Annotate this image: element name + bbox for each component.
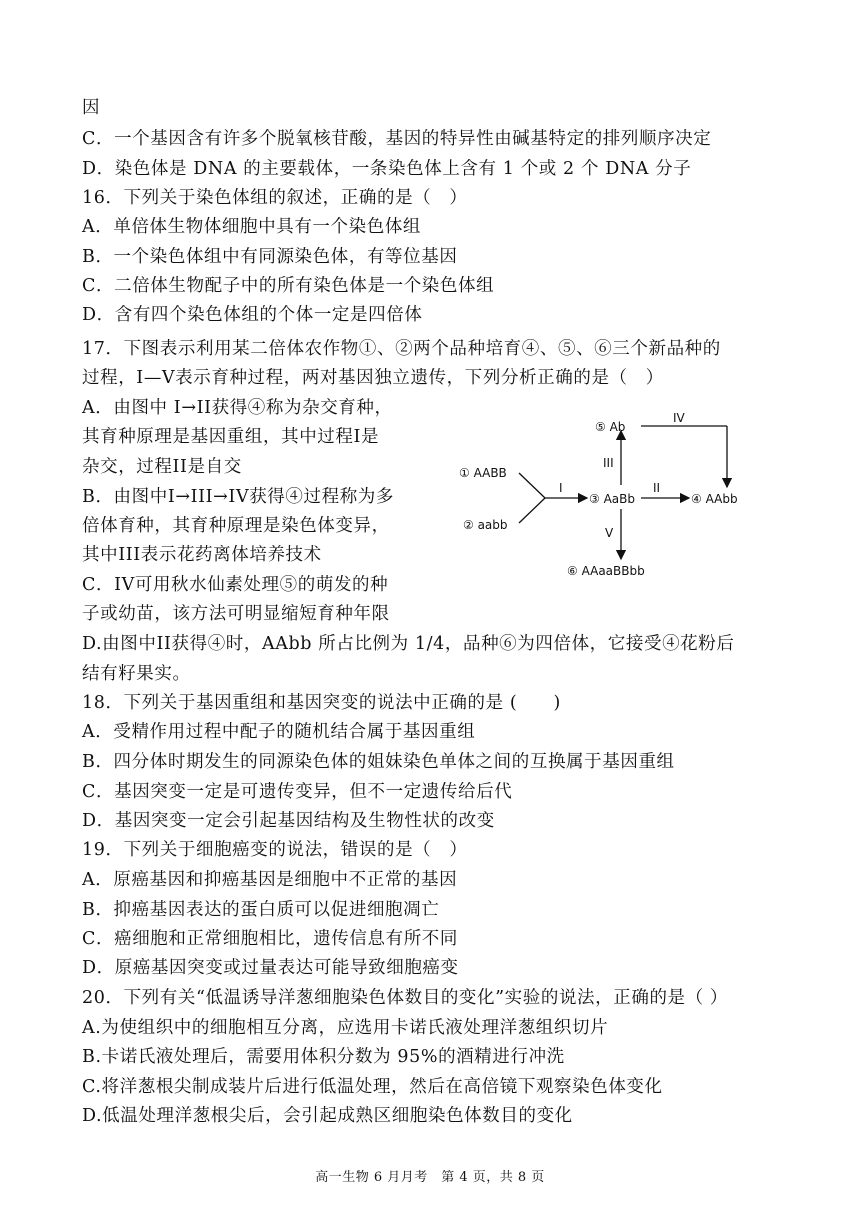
option-b-19: B．抑癌基因表达的蛋白质可以促进细胞凋亡 <box>82 900 440 920</box>
node-6: ⑥ AAaaBBbb <box>567 564 645 578</box>
option-a-20: A.为使组织中的细胞相互分离，应选用卡诺氏液处理洋葱组织切片 <box>82 1018 609 1038</box>
option-d-18: D．基因突变一定会引起基因结构及生物性状的改变 <box>82 811 495 831</box>
label-process-1: I <box>559 481 563 495</box>
option-a-16: A．单倍体生物体细胞中具有一个染色体组 <box>82 217 422 237</box>
option-b-18: B．四分体时期发生的同源染色体的姐妹染色单体之间的互换属于基因重组 <box>82 752 675 772</box>
option-d-19: D．原癌基因突变或过量表达可能导致细胞癌变 <box>82 958 459 978</box>
option-c-18: C．基因突变一定是可遗传变异，但不一定遗传给后代 <box>82 782 513 802</box>
option-c-20: C.将洋葱根尖制成装片后进行低温处理，然后在高倍镜下观察染色体变化 <box>82 1077 663 1097</box>
option-d-17: D.由图中II获得④时，AAbb 所占比例为 1/4，品种⑥为四倍体，它接受④花粉后 <box>82 634 735 654</box>
question-19-stem: 19．下列关于细胞癌变的说法，错误的是（ ） <box>82 840 468 860</box>
option-b-20: B.卡诺氏液处理后，需要用体积分数为 95%的酒精进行冲洗 <box>82 1047 565 1067</box>
cross-line-bottom <box>519 498 545 523</box>
option-a-17-2: 其育种原理是基因重组，其中过程I是 <box>82 427 380 447</box>
label-process-3: III <box>603 456 614 470</box>
node-5: ⑤ Ab <box>595 420 626 434</box>
text-line: 因 <box>82 98 101 118</box>
question-16-stem: 16．下列关于染色体组的叙述，正确的是（ ） <box>82 188 468 208</box>
page-footer: 高一生物 6 月月考 第 4 页，共 8 页 <box>315 1170 545 1185</box>
option-c-15: C．一个基因含有许多个脱氧核苷酸，基因的特异性由碱基特定的排列顺序决定 <box>82 129 712 149</box>
option-b-17-2: 倍体育种，其育种原理是染色体变异， <box>82 516 390 536</box>
option-c-17-2: 子或幼苗，该方法可明显缩短育种年限 <box>82 604 390 624</box>
breeding-diagram <box>455 405 765 585</box>
option-b-17-3: 其中III表示花药离体培养技术 <box>82 545 322 565</box>
option-d-17-2: 结有籽果实。 <box>82 664 191 684</box>
option-d-16: D．含有四个染色体组的个体一定是四倍体 <box>82 305 423 325</box>
option-a-17: A．由图中 I→II获得④称为杂交育种， <box>82 398 393 418</box>
cross-line-top <box>519 473 545 498</box>
option-c-19: C．癌细胞和正常细胞相比，遗传信息有所不同 <box>82 929 458 949</box>
question-18-stem: 18．下列关于基因重组和基因突变的说法中正确的是 ( ) <box>82 693 561 713</box>
label-process-2: II <box>653 481 661 495</box>
question-17-stem: 17．下图表示利用某二倍体农作物①、②两个品种培育④、⑤、⑥三个新品种的 <box>82 339 721 359</box>
option-c-17: C．IV可用秋水仙素处理⑤的萌发的种 <box>82 575 389 595</box>
label-process-4: IV <box>673 411 685 425</box>
question-20-stem: 20．下列有关“低温诱导洋葱细胞染色体数目的变化”实验的说法，正确的是（ ） <box>82 988 729 1008</box>
option-a-19: A．原癌基因和抑癌基因是细胞中不正常的基因 <box>82 870 458 890</box>
option-c-16: C．二倍体生物配子中的所有染色体是一个染色体组 <box>82 276 495 296</box>
option-b-17: B．由图中I→III→IV获得④过程称为多 <box>82 487 394 507</box>
option-a-17-3: 杂交，过程II是自交 <box>82 457 242 477</box>
option-d-20: D.低温处理洋葱根尖后，会引起成熟区细胞染色体数目的变化 <box>82 1106 573 1126</box>
question-17-stem-2: 过程，I—V表示育种过程，两对基因独立遗传，下列分析正确的是（ ） <box>82 368 664 388</box>
option-d-15: D．染色体是 DNA 的主要载体，一条染色体上含有 1 个或 2 个 DNA 分子 <box>82 159 692 179</box>
node-2: ② aabb <box>463 518 508 532</box>
option-b-16: B．一个染色体组中有同源染色体，有等位基因 <box>82 247 458 267</box>
label-process-5: V <box>605 526 614 540</box>
node-3: ③ AaBb <box>589 492 635 506</box>
node-1: ① AABB <box>459 466 507 480</box>
option-a-18: A．受精作用过程中配子的随机结合属于基因重组 <box>82 722 476 742</box>
node-4: ④ AAbb <box>691 492 738 506</box>
